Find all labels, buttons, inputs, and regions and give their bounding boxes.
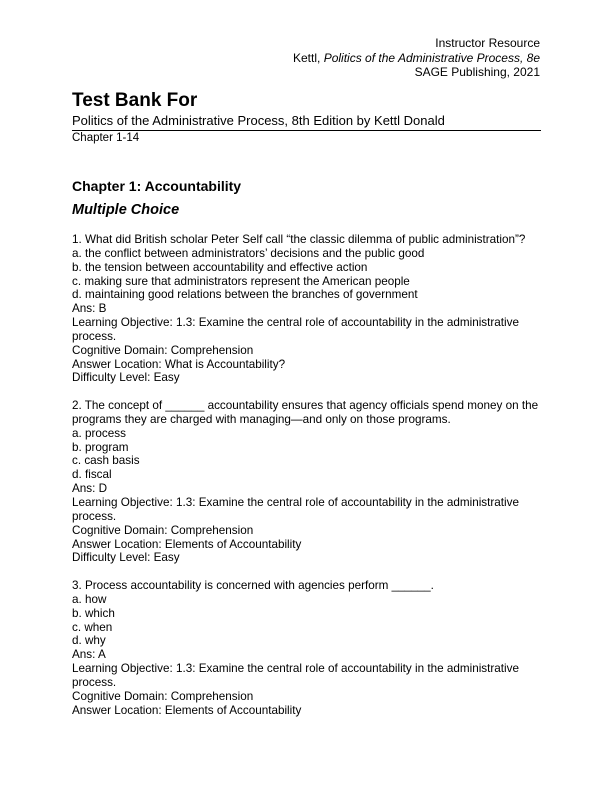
learning-objective: Learning Objective: 1.3: Examine the central role of accountability in the administrative process. (72, 495, 519, 523)
cognitive-domain: Cognitive Domain: Comprehension (72, 689, 254, 703)
answer-option: b. program (72, 440, 129, 454)
correct-answer: Ans: A (72, 648, 106, 662)
answer-option: b. which (72, 606, 115, 620)
answer-location: Answer Location: Elements of Accountability (72, 537, 302, 551)
correct-answer: Ans: D (72, 482, 108, 496)
answer-option: c. making sure that administrators represent the American people (72, 274, 410, 288)
cognitive-domain: Cognitive Domain: Comprehension (72, 343, 254, 357)
answer-option: a. how (72, 592, 107, 606)
answer-option: c. cash basis (72, 454, 140, 468)
question-stem: 3. Process accountability is concerned with agencies perform ______. (72, 579, 434, 592)
answer-option: d. why (72, 634, 106, 648)
header-publisher: SAGE Publishing, 2021 (414, 65, 540, 79)
question-2 (72, 399, 542, 565)
answer-location: Answer Location: What is Accountability? (72, 357, 286, 371)
question-stem: 1. What did British scholar Peter Self call “the classic dilemma of public administration”? (72, 233, 526, 246)
header-author: Kettl, (293, 50, 324, 65)
chapter-range: Chapter 1-14 (72, 132, 140, 144)
header-book-title: Politics of the Administrative Process, 8e (323, 50, 540, 65)
chapter-heading: Chapter 1: Accountability (72, 178, 242, 194)
answer-option: d. maintaining good relations between the branches of government (72, 288, 418, 302)
difficulty-level: Difficulty Level: Easy (72, 371, 180, 385)
question-list (72, 233, 542, 731)
question-3 (72, 579, 542, 717)
page-subtitle: Politics of the Administrative Process, 8th Edition by Kettl Donald (72, 113, 541, 131)
answer-option: b. the tension between accountability and effective action (72, 260, 368, 274)
learning-objective: Learning Objective: 1.3: Examine the central role of accountability in the administrative process. (72, 316, 519, 343)
answer-option: a. process (72, 426, 126, 440)
answer-option: a. the conflict between administrators’ decisions and the public good (72, 246, 425, 260)
header-book-citation (293, 51, 540, 66)
correct-answer: Ans: B (72, 302, 107, 316)
page-header (293, 36, 540, 80)
answer-option: c. when (72, 620, 113, 634)
learning-objective: Learning Objective: 1.3: Examine the central role of accountability in the administrative process. (72, 662, 519, 689)
difficulty-level: Difficulty Level: Easy (72, 551, 180, 565)
question-1 (72, 233, 542, 385)
header-resource-label: Instructor Resource (435, 36, 540, 50)
cognitive-domain: Cognitive Domain: Comprehension (72, 523, 254, 537)
answer-location: Answer Location: Elements of Accountability (72, 703, 302, 717)
answer-option: d. fiscal (72, 468, 112, 482)
question-stem: 2. The concept of ______ accountability ensures that agency officials spend money on the programs they are charged with managing—and only on those programs. (72, 399, 539, 426)
section-heading: Multiple Choice (72, 202, 180, 218)
page-title: Test Bank For (72, 90, 198, 111)
